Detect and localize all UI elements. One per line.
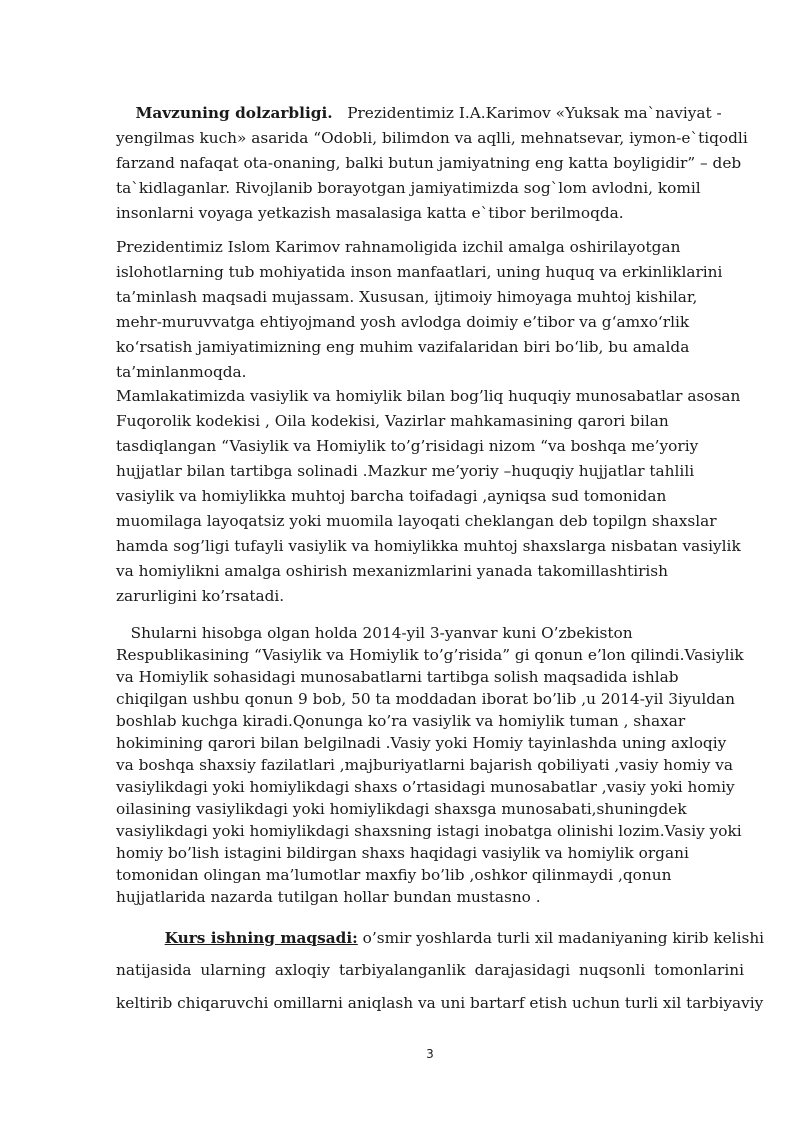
paragraph-line: ta’minlash maqsadi mujassam. Xususan, ijtimoiy himoyaga muhtoj kishilar, — [116, 288, 698, 307]
course-goal-heading: Kurs ishning maqsadi: — [164, 929, 358, 947]
paragraph-line: muomilaga layoqatsiz yoki muomila layoqati cheklangan deb topilgn shaxslar — [116, 512, 717, 530]
paragraph-line: natijasida ularning axloqiy tarbiyalanganlik darajasidagi nuqsonli tomonlarini — [116, 961, 744, 980]
paragraph-line: tasdiqlangan “Vasiylik va Homiylik to’g’risidagi nizom “va boshqa me’yoriy — [116, 437, 699, 455]
paragraph-line: tomonidan olingan ma’lumotlar maxfiy bo’lib ,oshkor qilinmaydi ,qonun — [116, 866, 672, 884]
paragraph-line: keltirib chiqaruvchi omillarni aniqlash va uni bartarf etish uchun turli xil tarbiyaviy — [116, 993, 764, 1012]
paragraph-line: ko‘rsatish jamiyatimizning eng muhim vazifalaridan biri bo‘lib, bu amalda — [116, 338, 690, 357]
paragraph-line: oilasining vasiylikdagi yoki homiylikdagi shaxsga munosabati,shuningdek — [116, 800, 687, 818]
paragraph-line: hujjatlar bilan tartibga solinadi .Mazkur me’yoriy –huquqiy hujjatlar tahlili — [116, 462, 695, 480]
paragraph-line: chiqilgan ushbu qonun 9 bob, 50 ta moddadan iborat bo’lib ,u 2014-yil 3iyuldan — [116, 690, 735, 708]
paragraph-line: mehr-muruvvatga ehtiyojmand yosh avlodga doimiy e’tibor va g‘amxo‘rlik — [116, 313, 690, 332]
paragraph-relevance — [116, 101, 748, 226]
paragraph-line: vasiylikdagi yoki homiylikdagi shaxs o’rtasidagi munosabatlar ,vasiy yoki homiy — [116, 778, 735, 796]
paragraph-line: zarurligini ko’rsatadi. — [116, 587, 285, 605]
paragraph-line: va Homiylik sohasidagi munosabatlarni tartibga solish maqsadida ishlab — [116, 668, 679, 686]
paragraph-line: ta`kidlaganlar. Rivojlanib borayotgan jamiyatimizda sog`lom avlodni, komil — [116, 179, 701, 197]
paragraph-line: ta’minlanmoqda. — [116, 363, 247, 382]
paragraph-line: va homiylikni amalga oshirish mexanizmlarini yanada takomillashtirish — [116, 562, 669, 580]
paragraph-line: insonlarni voyaga yetkazish masalasiga katta e`tibor berilmoqda. — [116, 204, 624, 222]
paragraph-line: Shularni hisobga olgan holda 2014-yil 3-yanvar kuni O’zbekiston — [116, 624, 633, 642]
paragraph-line: Mamlakatimizda vasiylik va homiylik bilan bog’liq huquqiy munosabatlar asosan — [116, 387, 741, 405]
paragraph-line: hamda sog’ligi tufayli vasiylik va homiylikka muhtoj shaxslarga nisbatan vasiylik — [116, 537, 741, 555]
paragraph-law-2014 — [116, 622, 744, 908]
paragraph-reforms — [116, 235, 744, 386]
paragraph-line: hujjatlarida nazarda tutilgan hollar bundan mustasno . — [116, 888, 541, 906]
paragraph-line: Respublikasining “Vasiylik va Homiylik to’g’risida” gi qonun e’lon qilindi.Vasiylik — [116, 646, 744, 664]
paragraph-line: hokimining qarori bilan belgilnadi .Vasiy yoki Homiy tayinlashda uning axloqiy — [116, 734, 727, 752]
paragraph-line: va boshqa shaxsiy fazilatlari ,majburiyatlarni bajarish qobiliyati ,vasiy homiy va — [116, 756, 733, 774]
page-number: 3 — [426, 1047, 434, 1061]
paragraph-line: homiy bo’lish istagini bildirgan shaxs haqidagi vasiylik va homiylik organi — [116, 844, 689, 862]
paragraph-line: islohotlarning tub mohiyatida inson manfaatlari, uning huquq va erkinliklarini — [116, 263, 723, 282]
paragraph-line: vasiylik va homiylikka muhtoj barcha toifadagi ,ayniqsa sud tomonidan — [116, 487, 667, 505]
paragraph-line: vasiylikdagi yoki homiylikdagi shaxsning istagi inobatga olinishi lozim.Vasiy yoki — [116, 822, 742, 840]
paragraph-line: Kurs ishning maqsadi: o’smir yoshlarda turli xil madaniyaning kirib kelishi — [164, 929, 765, 947]
paragraph-line: yengilmas kuch» asarida “Odobli, bilimdon va aqlli, mehnatsevar, iymon-e`tiqodli — [116, 129, 748, 147]
paragraph-line: Prezidentimiz Islom Karimov rahnamoligida izchil amalga oshirilayotgan — [116, 238, 681, 256]
paragraph-line: farzand nafaqat ota-onaning, balki butun jamiyatning eng katta boyligidir” – deb — [116, 154, 742, 172]
paragraph-line: Fuqorolik kodekisi , Oila kodekisi, Vazirlar mahkamasining qarori bilan — [116, 412, 669, 430]
paragraph-course-goal — [116, 922, 765, 1019]
relevance-heading: Mavzuning dolzarbligi. — [135, 104, 333, 122]
paragraph-line: Mavzuning dolzarbligi. Prezidentimiz I.A.Karimov «Yuksak ma`naviyat - — [135, 104, 722, 122]
paragraph-guardianship-law — [116, 384, 744, 609]
paragraph-line: boshlab kuchga kiradi.Qonunga ko’ra vasiylik va homiylik tuman , shaxar — [116, 712, 686, 730]
